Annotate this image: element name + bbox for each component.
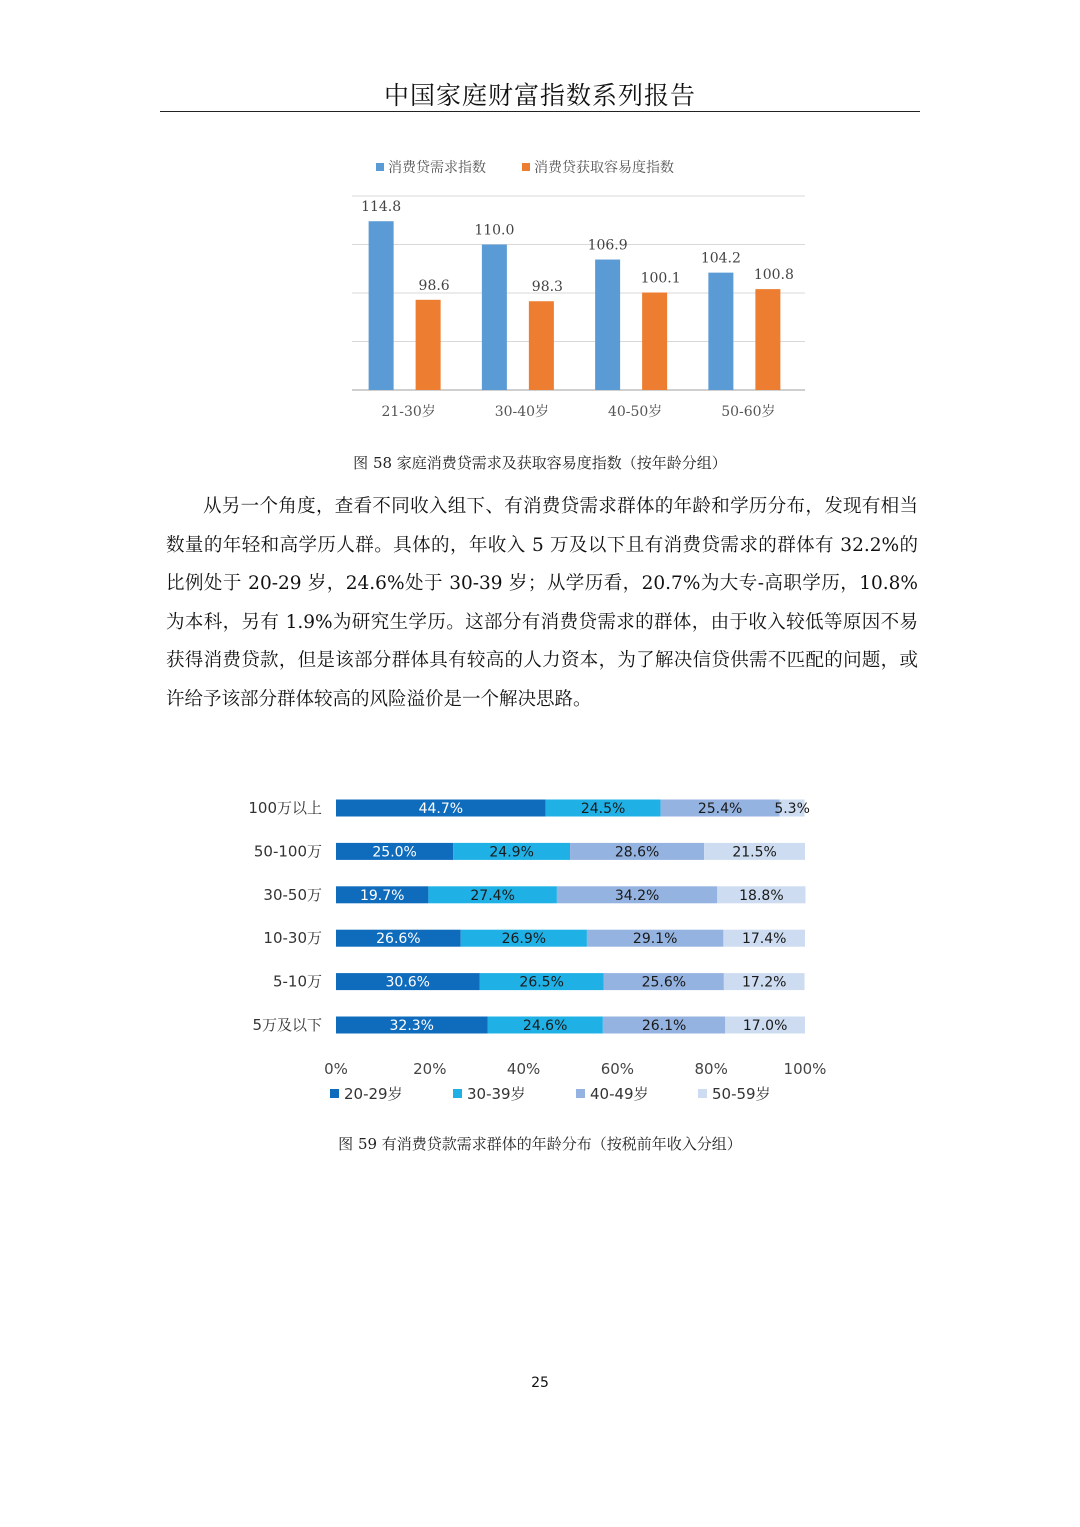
x-tick-label: 20%	[413, 1060, 447, 1078]
category-label: 30-40岁	[494, 404, 550, 420]
legend-swatch	[330, 1089, 339, 1098]
data-label: 17.0%	[742, 1018, 788, 1034]
data-label: 24.6%	[522, 1018, 568, 1034]
legend-label: 30-39岁	[467, 1085, 526, 1103]
legend-label: 消费贷需求指数	[388, 160, 486, 176]
data-label: 110.0	[474, 222, 515, 239]
report-title: 中国家庭财富指数系列报告	[383, 81, 696, 110]
legend-swatch	[453, 1089, 462, 1098]
data-label: 19.7%	[359, 887, 405, 904]
figure-59-caption: 图 59 有消费贷款需求群体的年龄分布（按税前年收入分组）	[338, 1135, 742, 1153]
data-label: 17.4%	[741, 931, 787, 948]
body-paragraph: 从另一个角度，查看不同收入组下、有消费贷需求群体的年龄和学历分布，发现有相当数量的年轻和高学历人群。具体的，年收入 5 万及以下且有消费贷需求的群体有 32.2%的比例处于 20-29 岁，24.6%处于 30-39 岁；从学历看，20.7%为大专-高职学历，10.8%为本科，另有 1.9%为研究生学历。这部分有消费贷需求的群体，由于收入较低等原因不易获得消费贷款，但是该部分群体具有较高的人力资本，为了解决信贷供需不匹配的问题，或许给予该部分群体较高的风险溢价是一个解决思路。	[166, 496, 918, 710]
data-label: 26.5%	[519, 974, 564, 991]
data-label: 28.6%	[614, 844, 660, 861]
data-label: 32.3%	[389, 1018, 434, 1034]
data-label: 17.2%	[741, 974, 787, 991]
data-label: 44.7%	[418, 801, 464, 817]
data-label: 106.9	[587, 237, 628, 254]
data-label: 21.5%	[732, 844, 777, 861]
legend-label: 20-29岁	[344, 1085, 403, 1103]
category-label: 50-100万	[253, 842, 322, 861]
data-label: 18.8%	[739, 887, 784, 904]
x-tick-label: 60%	[600, 1060, 635, 1078]
legend-swatch	[698, 1089, 707, 1098]
data-label: 104.2	[700, 250, 741, 267]
data-label: 26.1%	[641, 1018, 687, 1034]
data-label: 100.1	[640, 270, 681, 287]
page-number: 25	[531, 1375, 549, 1391]
data-label: 30.6%	[385, 974, 430, 991]
x-tick-label: 0%	[324, 1060, 348, 1078]
data-label: 26.9%	[501, 931, 547, 948]
category-label: 10-30万	[263, 929, 322, 948]
category-label: 100万以上	[248, 799, 322, 817]
data-label: 24.9%	[489, 844, 534, 861]
category-label: 21-30岁	[381, 404, 436, 420]
legend-swatch	[576, 1089, 585, 1098]
data-label: 34.2%	[614, 887, 660, 904]
data-label: 27.4%	[470, 887, 515, 904]
data-label: 98.6	[418, 277, 450, 294]
category-label: 30-50万	[263, 885, 322, 904]
category-label: 5万及以下	[252, 1016, 322, 1034]
data-label: 25.4%	[697, 801, 743, 817]
data-label: 100.8	[753, 267, 794, 284]
legend-label: 消费贷获取容易度指数	[534, 160, 674, 176]
legend-label: 50-59岁	[712, 1085, 771, 1103]
data-label: 24.5%	[580, 801, 626, 817]
x-tick-label: 100%	[783, 1060, 827, 1078]
data-label: 114.8	[361, 199, 402, 216]
data-label: 5.3%	[774, 801, 810, 817]
category-label: 5-10万	[272, 972, 322, 991]
category-label: 50-60岁	[721, 404, 776, 420]
data-label: 26.6%	[376, 931, 421, 948]
x-tick-label: 80%	[694, 1060, 728, 1078]
data-label: 29.1%	[632, 931, 678, 948]
data-label: 25.0%	[372, 844, 417, 861]
data-label: 98.3	[531, 279, 563, 296]
figure-58-caption: 图 58 家庭消费贷需求及获取容易度指数（按年龄分组）	[353, 454, 727, 472]
legend-label: 40-49岁	[590, 1085, 649, 1103]
category-label: 40-50岁	[607, 404, 663, 420]
data-label: 25.6%	[641, 974, 687, 991]
x-tick-label: 40%	[506, 1060, 541, 1078]
